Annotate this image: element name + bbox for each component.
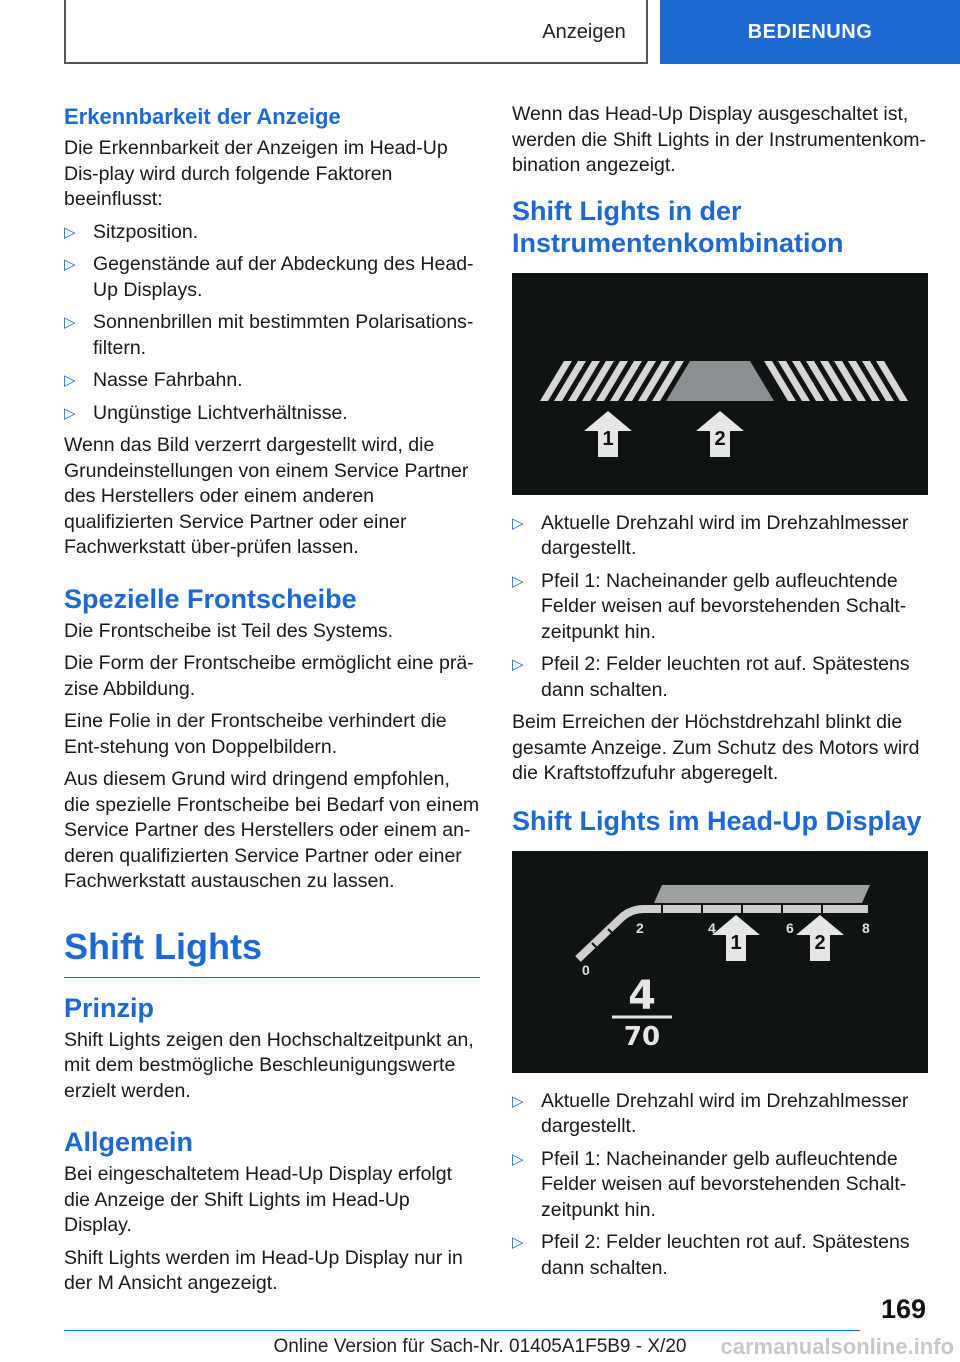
arrow-2-label: 2 bbox=[814, 931, 826, 954]
header-section-title: Anzeigen bbox=[542, 20, 626, 43]
heading-shift-lights: Shift Lights bbox=[64, 925, 480, 978]
paragraph: Die Erkennbarkeit der Anzeigen im Head-Up Dis-play wird durch folgende Faktoren beeinflusst: bbox=[64, 137, 448, 210]
paragraph: Die Frontscheibe ist Teil des Systems. bbox=[64, 619, 394, 642]
triangle-bullet-icon: ▷ bbox=[64, 223, 76, 241]
paragraph: Eine Folie in der Frontscheibe verhindert die Ent-stehung von Doppelbildern. bbox=[64, 710, 447, 758]
arrow-1-label: 1 bbox=[730, 931, 742, 954]
right-column bbox=[512, 102, 928, 1288]
paragraph: Die Form der Frontscheibe ermöglicht eine prä-zise Abbildung. bbox=[64, 652, 474, 700]
paragraph: Shift Lights zeigen den Hochschaltzeitpunkt an, mit dem bestmögliche Beschleunigungswerte erzielt werden. bbox=[64, 1028, 474, 1102]
list-item: ▷ Pfeil 2: Felder leuchten rot auf. Spätestens dann schalten. bbox=[512, 1231, 910, 1279]
triangle-bullet-icon: ▷ bbox=[512, 1092, 524, 1110]
triangle-bullet-icon: ▷ bbox=[512, 1234, 524, 1251]
triangle-bullet-icon: ▷ bbox=[64, 314, 76, 331]
scale-label-0: 0 bbox=[582, 961, 590, 978]
list-item: ▷ Pfeil 2: Felder leuchten rot auf. Spätestens dann schalten. bbox=[512, 653, 910, 701]
paragraph: Bei eingeschaltetem Head-Up Display erfolgt die Anzeige der Shift Lights im Head-Up Display. bbox=[64, 1163, 453, 1236]
paragraph: Shift Lights werden im Head-Up Display nur in der M Ansicht angezeigt. bbox=[64, 1246, 463, 1294]
scale-label-6: 6 bbox=[786, 919, 794, 936]
paragraph: Aus diesem Grund wird dringend empfohlen, die spezielle Frontscheibe bei Bedarf von einem Service Partner des Herstellers oder einem an-deren qualifizierten Service Partner oder einer Fachwerkstatt austauschen zu lassen. bbox=[64, 768, 480, 892]
triangle-bullet-icon: ▷ bbox=[64, 404, 76, 422]
list-item: ▷ Pfeil 1: Nacheinander gelb aufleuchtende Felder weisen auf bevorstehenden Schalt-zeitpunkt hin. bbox=[512, 569, 907, 643]
instrument-cluster-shift-lights-figure bbox=[512, 273, 928, 495]
scale-label-2: 2 bbox=[636, 919, 644, 936]
left-column bbox=[64, 102, 480, 1304]
list-item: ▷ Aktuelle Drehzahl wird im Drehzahlmesser dargestellt. bbox=[512, 1089, 909, 1137]
scale-label-8: 8 bbox=[862, 919, 870, 936]
heading-spezielle-frontscheibe: Spezielle Frontscheibe bbox=[64, 583, 357, 614]
triangle-bullet-icon: ▷ bbox=[64, 372, 76, 389]
list-item: ▷ Ungünstige Lichtverhältnisse. bbox=[64, 401, 480, 427]
triangle-bullet-icon: ▷ bbox=[64, 256, 76, 273]
watermark: carmanualsonline.info bbox=[720, 1334, 954, 1359]
heading-allgemein: Allgemein bbox=[64, 1127, 194, 1157]
list-item: ▷ Nasse Fahrbahn. bbox=[64, 368, 480, 394]
list-item: ▷ Gegenstände auf der Abdeckung des Head-Up Displays. bbox=[64, 253, 474, 301]
header-chapter-tab: BEDIENUNG bbox=[660, 0, 960, 64]
footer-divider bbox=[64, 1330, 860, 1331]
hud-list bbox=[512, 1089, 928, 1282]
triangle-bullet-icon: ▷ bbox=[512, 656, 524, 673]
heading-erkennbarkeit: Erkennbarkeit der Anzeige bbox=[64, 104, 341, 129]
arrow-2-label: 2 bbox=[714, 427, 726, 450]
hud-speed-value: 70 bbox=[623, 1021, 661, 1052]
list-item: ▷ Pfeil 1: Nacheinander gelb aufleuchtende Felder weisen auf bevorstehenden Schalt-zeitpunkt hin. bbox=[512, 1147, 907, 1221]
heading-prinzip: Prinzip bbox=[64, 992, 155, 1023]
triangle-bullet-icon: ▷ bbox=[512, 1150, 524, 1168]
triangle-bullet-icon: ▷ bbox=[512, 572, 524, 590]
list-item: ▷ Aktuelle Drehzahl wird im Drehzahlmesser dargestellt. bbox=[512, 511, 909, 559]
heading-shift-lights-instrumentenkombination: Shift Lights in der Instrumentenkombination bbox=[512, 195, 844, 258]
footer-version-text: Online Version für Sach-Nr. 01405A1F5B9 - X/20 bbox=[273, 1336, 687, 1357]
paragraph: Wenn das Head-Up Display ausgeschaltet ist, werden die Shift Lights in der Instrumentenkom-bination angezeigt. bbox=[512, 103, 927, 176]
page-number: 169 bbox=[880, 1294, 926, 1324]
triangle-bullet-icon: ▷ bbox=[512, 514, 524, 532]
list-item: ▷ Sitzposition. bbox=[64, 220, 480, 246]
list-item: ▷ Sonnenbrillen mit bestimmten Polarisations-filtern. bbox=[64, 311, 474, 359]
hud-shift-band bbox=[654, 885, 870, 903]
paragraph: Wenn das Bild verzerrt dargestellt wird, die Grundeinstellungen von einem Service Partner des Herstellers oder einem anderen qualifizierten Service Partner oder einer Fachwerkstatt über-prüfen lassen. bbox=[64, 434, 469, 558]
scale-label-4: 4 bbox=[708, 919, 716, 936]
arrow-1-label: 1 bbox=[602, 427, 614, 450]
heading-shift-lights-hud: Shift Lights im Head-Up Display bbox=[512, 805, 922, 836]
paragraph: Beim Erreichen der Höchstdrehzahl blinkt die gesamte Anzeige. Zum Schutz des Motors wird die Kraftstoffzufuhr abgeregelt. bbox=[512, 711, 920, 784]
hud-gear-value: 4 bbox=[628, 972, 656, 1019]
factor-list bbox=[64, 220, 480, 427]
instrument-cluster-list bbox=[512, 511, 928, 704]
hud-shift-lights-figure bbox=[512, 851, 928, 1073]
